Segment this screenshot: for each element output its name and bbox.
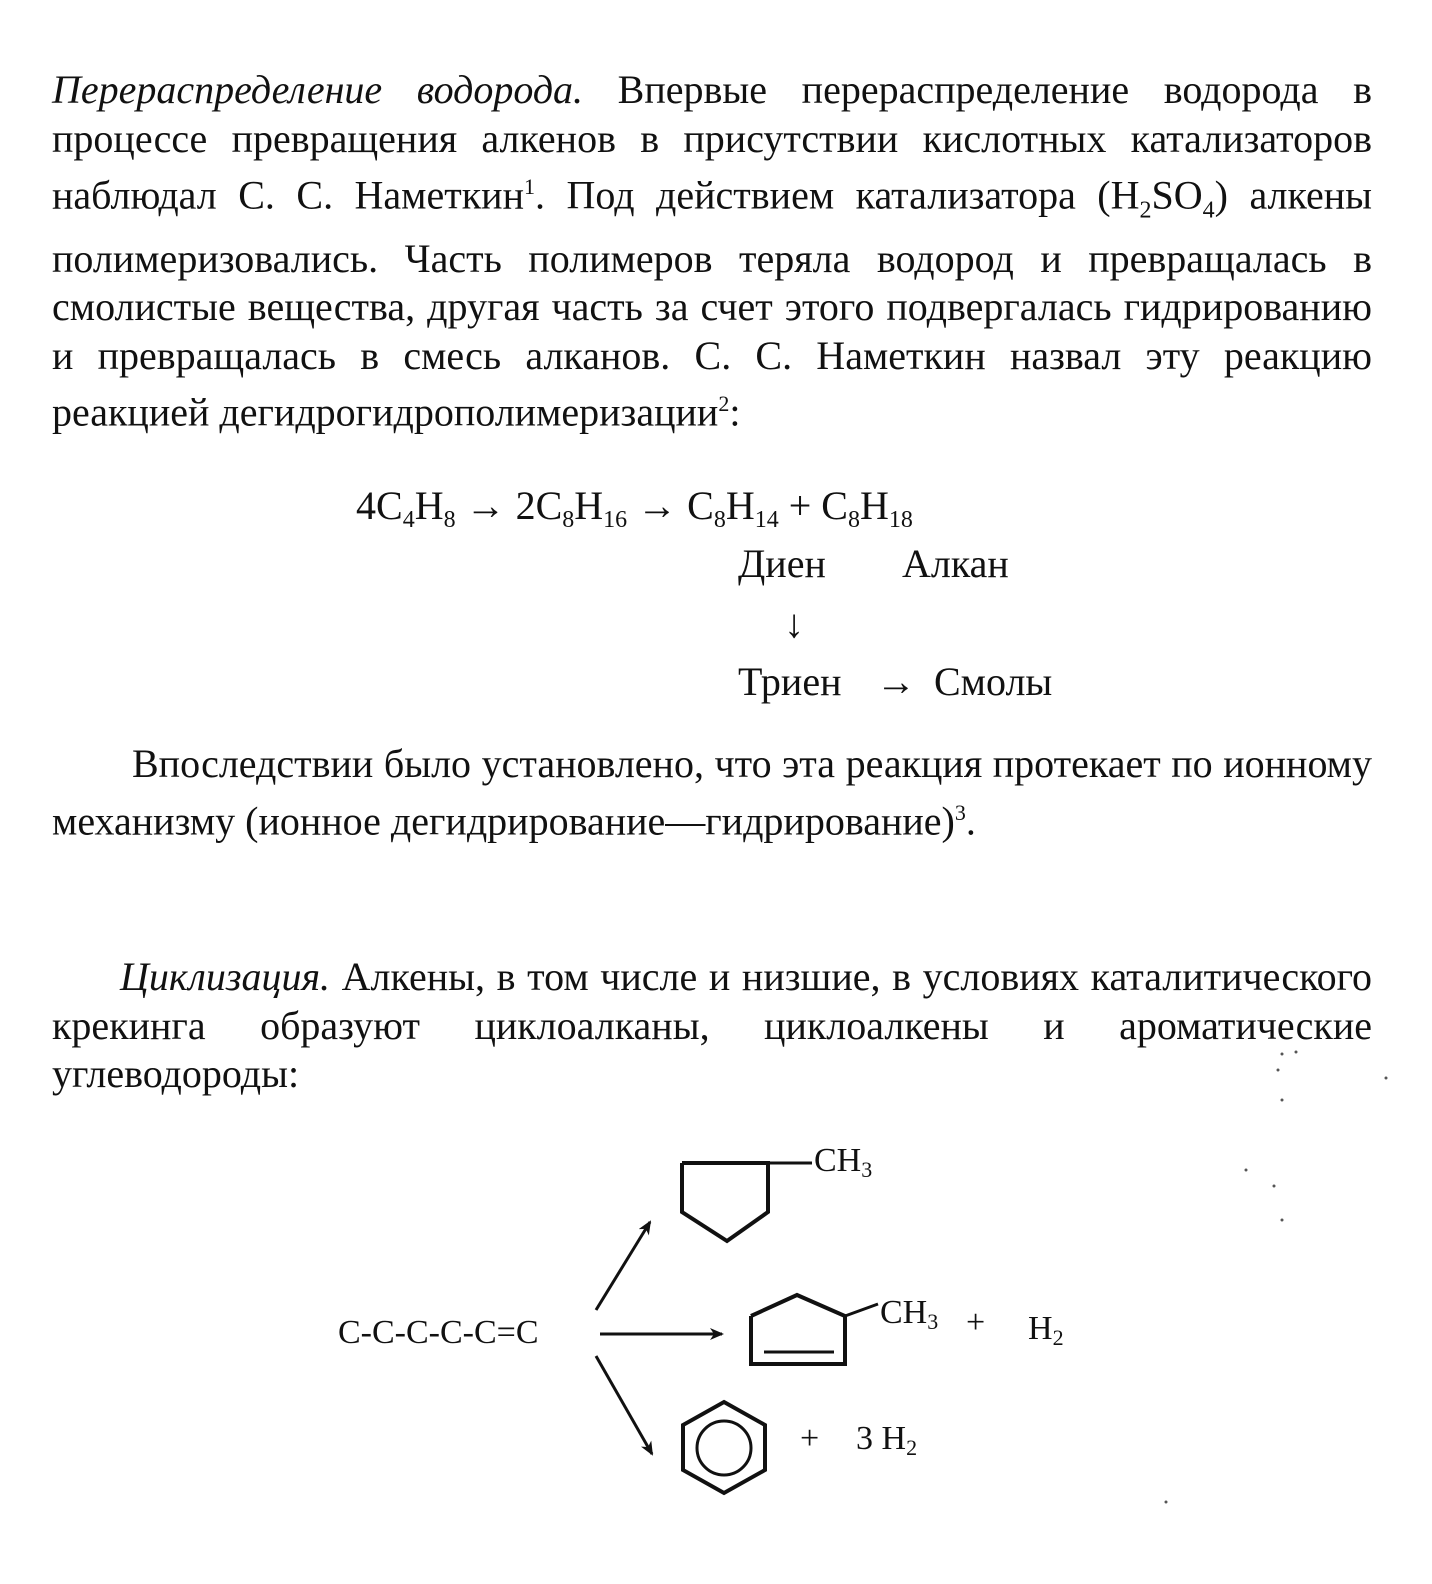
arrow-down-right — [596, 1356, 652, 1454]
plus-middle: + — [966, 1304, 986, 1341]
paragraph-text: Впервые перераспределение водорода в процессе превращения алкенов в присутствии кислотных катализаторов наблюдал С. С. Наметкин — [52, 67, 1372, 218]
label-alkane: Алкан — [902, 541, 1009, 586]
formula-part: C — [687, 483, 714, 528]
down-arrow: ↓ — [784, 601, 804, 646]
subscript: 8 — [847, 507, 860, 533]
subscript: 4 — [1202, 197, 1215, 224]
subscript: 4 — [402, 507, 415, 533]
hydrogen-middle — [1028, 1310, 1064, 1348]
formula-part: CH — [814, 1142, 862, 1179]
subscript: 16 — [603, 507, 628, 533]
paragraph-end: . — [965, 797, 976, 843]
arrow: → — [627, 483, 688, 528]
subscript: 3 — [927, 1309, 939, 1334]
benzene-structure — [683, 1402, 765, 1493]
formula-part: H — [725, 483, 755, 528]
scan-specks — [1165, 1051, 1388, 1504]
formula-part: H — [574, 483, 604, 528]
paragraph-text-d: ) алкены полимеризовались. Часть полимеров теряла водород и превращалась в смолистые вещества, другая часть за счет этого подвергалась гидрированию и превращалась в смесь алканов. С. С. Наметкин назвал эту реакцию реакцией дегидрогидрополимеризации — [52, 172, 1372, 435]
subscript: 3 — [861, 1157, 873, 1182]
paragraph-text: Алкены, в том числе и низшие, в условиях каталитического крекинга образуют циклоалканы, циклоалкены и ароматические углеводороды: — [52, 954, 1372, 1096]
label-diene: Диен — [738, 541, 826, 586]
formula-part: CH — [880, 1294, 928, 1331]
subscript: 8 — [713, 507, 726, 533]
subscript: 2 — [906, 1435, 918, 1460]
footnote-ref-2: 2 — [718, 391, 730, 417]
methyl-group-top — [814, 1142, 872, 1180]
footnote-ref-3: 3 — [954, 799, 966, 825]
subscript: 18 — [888, 507, 913, 533]
plus-bottom: + — [800, 1420, 820, 1457]
formula-part: H — [414, 483, 444, 528]
footnote-ref-1: 1 — [523, 174, 535, 199]
paragraph-text-c: SO — [1151, 172, 1203, 218]
arrow: → — [455, 483, 516, 528]
reactant-formula: C-C-C-C-C=C — [338, 1314, 539, 1351]
formula-part: C — [821, 483, 848, 528]
section-heading-cyclization: Циклизация. — [120, 954, 331, 999]
subscript: 8 — [443, 507, 456, 533]
hydrogen-bottom — [856, 1420, 917, 1458]
paragraph-text-e: : — [729, 389, 741, 435]
formula-part: 3 H — [856, 1420, 907, 1457]
methylcyclopentane-structure — [682, 1163, 812, 1241]
paragraph-text: Впоследствии было установлено, что эта реакция протекает по ионному механизму (ионное дегидрирование—гидрирование) — [52, 741, 1372, 843]
paragraph-text-b: . Под действием катализатора (H — [534, 172, 1140, 218]
formula-part: H — [1028, 1310, 1053, 1347]
subscript: 2 — [1052, 1325, 1064, 1350]
methyl-group-middle — [880, 1294, 938, 1332]
plus: + — [778, 483, 822, 528]
label-resins: Смолы — [934, 659, 1053, 704]
formula-part: H — [859, 483, 889, 528]
formula-part: 2C — [515, 483, 563, 528]
subscript: 8 — [562, 507, 575, 533]
subscript: 2 — [1139, 197, 1152, 224]
section-heading-hydrogen: Перераспределение водорода. — [52, 67, 584, 112]
subscript: 14 — [754, 507, 779, 533]
arrow-up-right — [596, 1222, 650, 1310]
arrow: → — [876, 659, 916, 704]
formula-part: 4C — [356, 483, 403, 528]
methylcyclopentene-structure — [751, 1295, 878, 1364]
label-triene: Триен — [738, 659, 842, 704]
